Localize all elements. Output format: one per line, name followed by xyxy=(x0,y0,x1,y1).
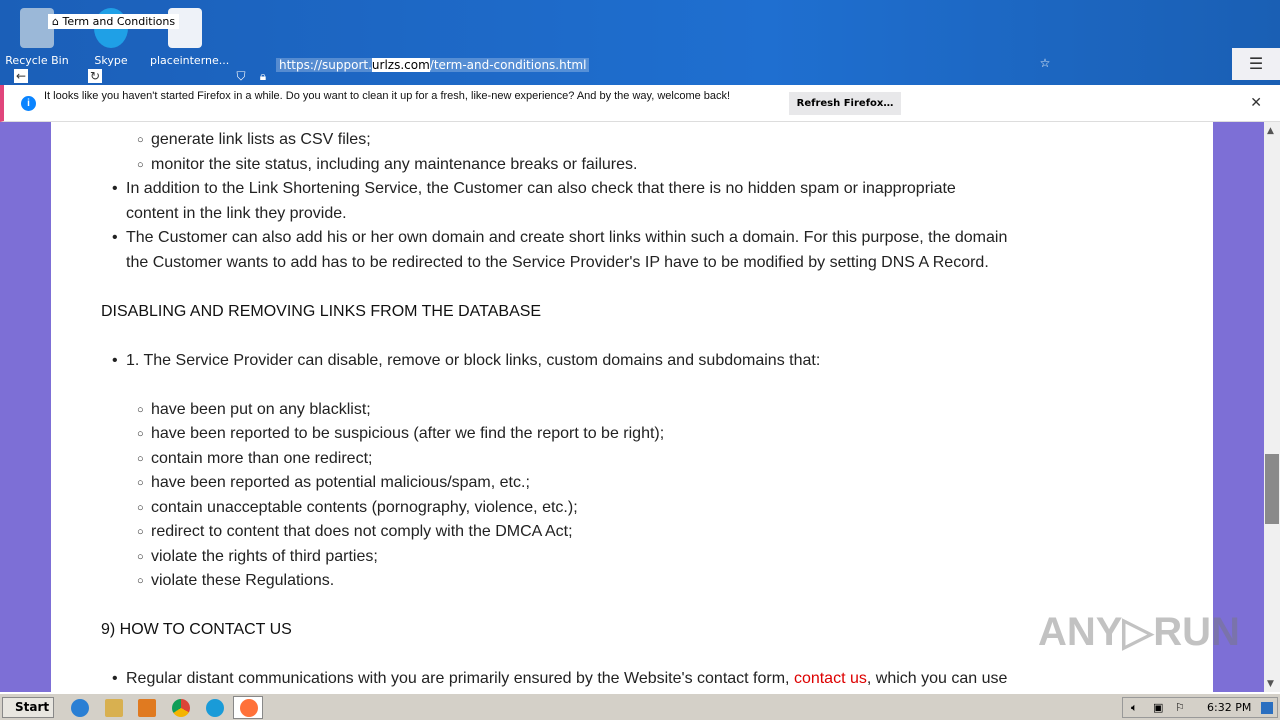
scroll-up-icon[interactable]: ▲ xyxy=(1267,126,1274,136)
reload-icon[interactable]: ↻ xyxy=(89,69,101,83)
list-item: ○ generate link lists as CSV files; xyxy=(151,128,1183,153)
show-desktop-icon[interactable] xyxy=(1261,702,1273,714)
hamburger-icon: ☰ xyxy=(1248,54,1264,73)
lock-icon[interactable]: 🔒︎ xyxy=(259,69,267,83)
close-icon[interactable]: ✕ xyxy=(1250,94,1262,110)
start-button[interactable]: Start xyxy=(2,697,54,718)
chrome-icon[interactable] xyxy=(172,699,190,717)
info-icon: i xyxy=(21,96,36,111)
desktop-icon-skype[interactable]: Skype xyxy=(76,8,146,67)
system-tray xyxy=(1122,697,1278,718)
list-item: • 1. The Service Provider can disable, remove or block links, custom domains and subdomains that: xyxy=(126,349,1183,374)
volume-icon[interactable]: 🔈︎ xyxy=(1131,701,1138,714)
scrollbar[interactable] xyxy=(1264,122,1280,692)
firefox-taskbar-button[interactable] xyxy=(233,696,263,719)
url-bar[interactable]: https://support.urlzs.com/term-and-conditions.html xyxy=(276,58,589,72)
section-heading: DISABLING AND REMOVING LINKS FROM THE DATABASE xyxy=(101,302,542,320)
edge-icon[interactable] xyxy=(206,699,224,717)
desktop xyxy=(0,0,1280,85)
list-item: • The Customer can also add his or her own domain and create short links within such a domain. For this purpose, the domain xyxy=(126,226,1183,251)
list-item: ○ violate these Regulations. xyxy=(151,569,1183,594)
list-item-cont: content in the link they provide. xyxy=(126,204,347,222)
list-item: ○ violate the rights of third parties; xyxy=(151,545,1183,570)
flag-icon[interactable]: ⚐ xyxy=(1175,701,1185,714)
firefox-icon xyxy=(240,699,258,717)
home-icon: ⌂ xyxy=(52,15,63,28)
scroll-down-icon[interactable]: ▼ xyxy=(1267,679,1274,689)
page-viewport xyxy=(0,122,1264,692)
clock[interactable]: 6:32 PM xyxy=(1207,701,1252,714)
bookmark-star-icon[interactable]: ☆ xyxy=(1039,56,1051,70)
list-item: ○ contain more than one redirect; xyxy=(151,447,1183,472)
refresh-firefox-button[interactable]: Refresh Firefox… xyxy=(789,92,901,115)
network-icon[interactable]: ▣ xyxy=(1153,701,1164,714)
ie-icon[interactable] xyxy=(71,699,89,717)
list-item: ○ have been reported to be suspicious (after we find the report to be right); xyxy=(151,422,1183,447)
list-item: ○ monitor the site status, including any maintenance breaks or failures. xyxy=(151,153,1183,178)
menu-button[interactable] xyxy=(1232,48,1280,80)
list-item-cont: the Customer wants to add has to be redirected to the Service Provider's IP have to be modified by setting DNS A Record. xyxy=(126,253,989,271)
shield-icon[interactable]: ⛉ xyxy=(236,69,246,83)
explorer-icon[interactable] xyxy=(105,699,123,717)
list-item: ○ have been put on any blacklist; xyxy=(151,398,1183,423)
media-player-icon[interactable] xyxy=(138,699,156,717)
taskbar xyxy=(0,692,1280,720)
contact-us-link[interactable]: contact us xyxy=(793,670,867,687)
section-heading: 9) HOW TO CONTACT US xyxy=(101,621,292,638)
list-item: • Regular distant communications with you are primarily ensured by the Website's contact form, contact us, which you can use xyxy=(126,667,1183,692)
list-item: ○ contain unacceptable contents (pornography, violence, etc.); xyxy=(151,496,1183,521)
page-content xyxy=(51,122,1213,692)
notification-bar: i It looks like you haven't started Firefox in a while. Do you want to clean it up for a fresh, like-new experience? And by the way, welcome back! Refresh Firefox… ✕ xyxy=(0,85,1280,122)
desktop-icon-recycle-bin[interactable]: Recycle Bin xyxy=(2,8,72,67)
scroll-thumb[interactable] xyxy=(1265,454,1279,524)
list-item: • In addition to the Link Shortening Service, the Customer can also check that there is no hidden spam or inappropriate xyxy=(126,177,1183,202)
watermark-logo: ANY▷RUN xyxy=(1038,610,1240,654)
list-item: ○ redirect to content that does not comply with the DMCA Act; xyxy=(151,520,1183,545)
desktop-icon-document[interactable]: placeinterne... xyxy=(150,8,220,67)
browser-tab[interactable]: ⌂ Term and Conditions xyxy=(48,14,179,29)
list-item: ○ have been reported as potential malicious/spam, etc.; xyxy=(151,471,1183,496)
back-icon[interactable]: ← xyxy=(15,69,27,83)
